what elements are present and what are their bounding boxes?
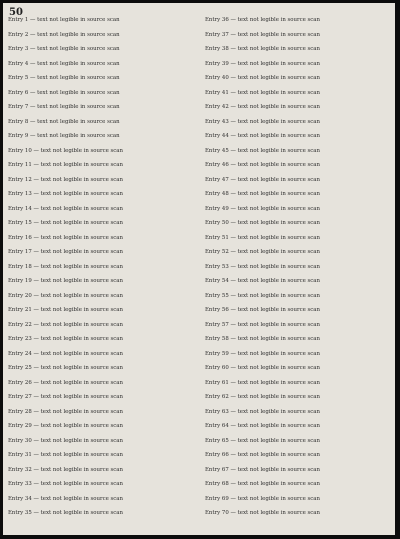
register-entry: Entry 45 — text not legible in source scan (205, 147, 320, 154)
register-entry: Entry 51 — text not legible in source scan (205, 234, 320, 241)
register-entry: Entry 27 — text not legible in source scan (8, 394, 123, 400)
register-entry: Entry 64 — text not legible in source scan (205, 423, 320, 429)
document-page (3, 3, 395, 535)
register-entry: Entry 1 — text not legible in source scan (8, 17, 120, 23)
register-entry: Entry 49 — text not legible in source scan (205, 205, 320, 212)
register-entry: Entry 18 — text not legible in source scan (8, 263, 123, 270)
register-entry: Entry 50 — text not legible in source scan (205, 220, 320, 226)
register-entry: Entry 39 — text not legible in source scan (205, 60, 320, 67)
left-column (8, 17, 192, 527)
page-number: 50 (9, 7, 23, 18)
register-entry: Entry 35 — text not legible in source scan (8, 510, 123, 516)
register-entry: Entry 31 — text not legible in source scan (8, 452, 123, 458)
register-entry: Entry 33 — text not legible in source scan (8, 481, 123, 487)
register-entry: Entry 4 — text not legible in source scan (8, 60, 120, 67)
register-entry: Entry 59 — text not legible in source scan (205, 350, 320, 357)
register-entry: Entry 22 — text not legible in source scan (8, 321, 123, 328)
register-entry: Entry 13 — text not legible in source scan (8, 191, 123, 197)
register-entry: Entry 41 — text not legible in source scan (205, 89, 320, 96)
register-entry: Entry 23 — text not legible in source scan (8, 336, 123, 342)
register-entry: Entry 47 — text not legible in source scan (205, 176, 320, 183)
register-entry: Entry 14 — text not legible in source scan (8, 205, 123, 212)
register-entry: Entry 8 — text not legible in source scan (8, 118, 120, 125)
register-entry: Entry 11 — text not legible in source scan (8, 162, 123, 168)
register-entry: Entry 32 — text not legible in source scan (8, 466, 123, 473)
register-entry: Entry 69 — text not legible in source scan (205, 495, 320, 502)
register-entry: Entry 60 — text not legible in source scan (205, 365, 320, 371)
register-entry: Entry 2 — text not legible in source scan (8, 31, 120, 38)
register-entry: Entry 70 — text not legible in source scan (205, 510, 320, 516)
register-entry: Entry 21 — text not legible in source scan (8, 307, 123, 313)
register-entry: Entry 67 — text not legible in source scan (205, 466, 320, 473)
right-column (205, 17, 389, 527)
register-entry: Entry 17 — text not legible in source scan (8, 249, 123, 255)
register-entry: Entry 61 — text not legible in source scan (205, 379, 320, 386)
register-entry: Entry 24 — text not legible in source scan (8, 350, 123, 357)
register-entry: Entry 12 — text not legible in source scan (8, 176, 123, 183)
register-entry: Entry 16 — text not legible in source scan (8, 234, 123, 241)
register-entry: Entry 63 — text not legible in source scan (205, 408, 320, 415)
register-entry: Entry 30 — text not legible in source scan (8, 437, 123, 444)
register-entry: Entry 53 — text not legible in source scan (205, 263, 320, 270)
register-entry: Entry 38 — text not legible in source scan (205, 46, 320, 52)
register-entry: Entry 34 — text not legible in source scan (8, 495, 123, 502)
register-entry: Entry 65 — text not legible in source scan (205, 437, 320, 444)
register-entry: Entry 54 — text not legible in source scan (205, 278, 320, 284)
register-entry: Entry 55 — text not legible in source scan (205, 292, 320, 299)
register-entry: Entry 29 — text not legible in source scan (8, 423, 123, 429)
register-entry: Entry 68 — text not legible in source scan (205, 481, 320, 487)
register-entry: Entry 36 — text not legible in source scan (205, 17, 320, 23)
register-entry: Entry 28 — text not legible in source scan (8, 408, 123, 415)
register-entry: Entry 66 — text not legible in source scan (205, 452, 320, 458)
register-entry: Entry 6 — text not legible in source scan (8, 89, 120, 96)
register-entry: Entry 7 — text not legible in source scan (8, 104, 120, 110)
register-entry: Entry 57 — text not legible in source scan (205, 321, 320, 328)
register-entry: Entry 62 — text not legible in source scan (205, 394, 320, 400)
register-entry: Entry 46 — text not legible in source scan (205, 162, 320, 168)
register-entry: Entry 40 — text not legible in source scan (205, 75, 320, 81)
register-entry: Entry 10 — text not legible in source scan (8, 147, 123, 154)
register-entry: Entry 9 — text not legible in source scan (8, 133, 120, 139)
register-entry: Entry 42 — text not legible in source scan (205, 104, 320, 110)
register-entry: Entry 26 — text not legible in source scan (8, 379, 123, 386)
register-entry: Entry 44 — text not legible in source scan (205, 133, 320, 139)
register-entry: Entry 5 — text not legible in source scan (8, 75, 120, 81)
register-entry: Entry 20 — text not legible in source scan (8, 292, 123, 299)
register-entry: Entry 37 — text not legible in source scan (205, 31, 320, 38)
register-entry: Entry 25 — text not legible in source scan (8, 365, 123, 371)
register-entry: Entry 52 — text not legible in source scan (205, 249, 320, 255)
register-entry: Entry 3 — text not legible in source scan (8, 46, 120, 52)
register-entry: Entry 56 — text not legible in source scan (205, 307, 320, 313)
register-entry: Entry 58 — text not legible in source scan (205, 336, 320, 342)
register-entry: Entry 48 — text not legible in source scan (205, 191, 320, 197)
register-entry: Entry 19 — text not legible in source scan (8, 278, 123, 284)
register-entry: Entry 15 — text not legible in source scan (8, 220, 123, 226)
register-entry: Entry 43 — text not legible in source scan (205, 118, 320, 125)
